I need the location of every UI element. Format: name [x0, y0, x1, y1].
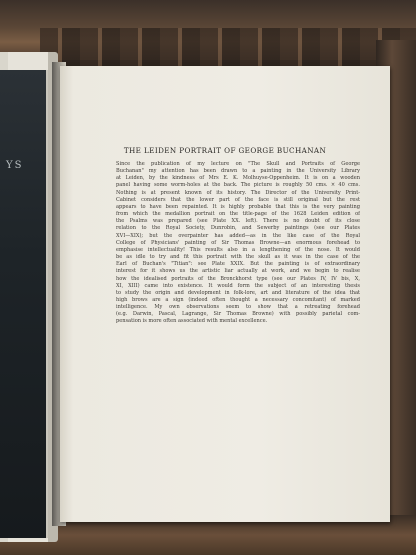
- body-line: College of Physicians' painting of Sir Thomas Browne—an enormous forehead to: [116, 239, 360, 246]
- body-line: be as idle to try and fit this portrait with the skull as it was in the case of the: [116, 254, 360, 261]
- body-line: Since the publication of my lecture on "The Skull and Portraits of George: [116, 161, 360, 167]
- body-line: at Leiden, by the kindness of Mrs E. K. Molhuyse-Oppenheim. It is on a wooden: [116, 175, 360, 182]
- body-line: the Psalms was prepared (see Plate XX. left). There is no doubt of its close: [116, 218, 360, 225]
- body-line: how the idealised portraits of the Bronckhorst type (see our Plates IV, IV bis, X,: [116, 275, 360, 282]
- body-line: Earl of Buchan's "Titian": see Plate XXIX. But the painting is of extraordinary: [116, 261, 360, 268]
- body-line: pensation is more often associated with mental excellence.: [116, 318, 268, 325]
- page-title: THE LEIDEN PORTRAIT OF GEORGE BUCHANAN: [123, 146, 327, 155]
- body-line: appears to have been repainted. It is highly probable that this is the very painting: [116, 203, 360, 210]
- body-line: high brows are a sign (indeed often thought a necessary concomitant) of marked: [116, 296, 360, 303]
- body-line: Cabinet considers that the lower part of the face is still original but the rest: [116, 196, 360, 203]
- body-line: relation to the Royal Society, Dunrobin, and Sewerby paintings (see our Plates: [116, 225, 360, 232]
- body-line: from which the medallion portrait on the title-page of the 1628 Leiden edition of: [116, 211, 360, 218]
- body-line: Nothing is at present known of its history. The Director of the University Print-: [116, 189, 360, 196]
- left-plate-image: [0, 70, 48, 538]
- shelf-books-background: [40, 28, 416, 68]
- body-line: XI, XIII) came into existence. It would form the subject of an interesting thesis: [116, 282, 360, 289]
- body-line: Buchanan" my attention has been drawn to a painting in the University Library: [116, 168, 360, 175]
- body-line: emphasise intellectuality! This results also in a lengthening of the nose. It would: [116, 246, 360, 253]
- book-page: [60, 66, 390, 522]
- body-line: intelligence. My own observations seem to show that a retreating forehead: [116, 304, 360, 311]
- left-plate-letters: YS: [6, 160, 24, 171]
- body-line: interest for it shows us the artistic liar actually at work, and we begin to realise: [116, 268, 360, 275]
- body-line: to study the origin and development in folk-lore, art and literature of the idea that: [116, 289, 360, 296]
- page-body: [116, 161, 360, 326]
- body-line: XVI—XIX); but the overpainter has added—as in the like case of the Royal: [116, 232, 360, 239]
- body-line: panel having some worm-holes at the back. The picture is roughly 50 cms. × 40 cms.: [116, 182, 360, 189]
- body-line: (e.g. Darwin, Pascal, Lagrange, Sir Thomas Browne) with possibly parietal com-: [116, 311, 360, 318]
